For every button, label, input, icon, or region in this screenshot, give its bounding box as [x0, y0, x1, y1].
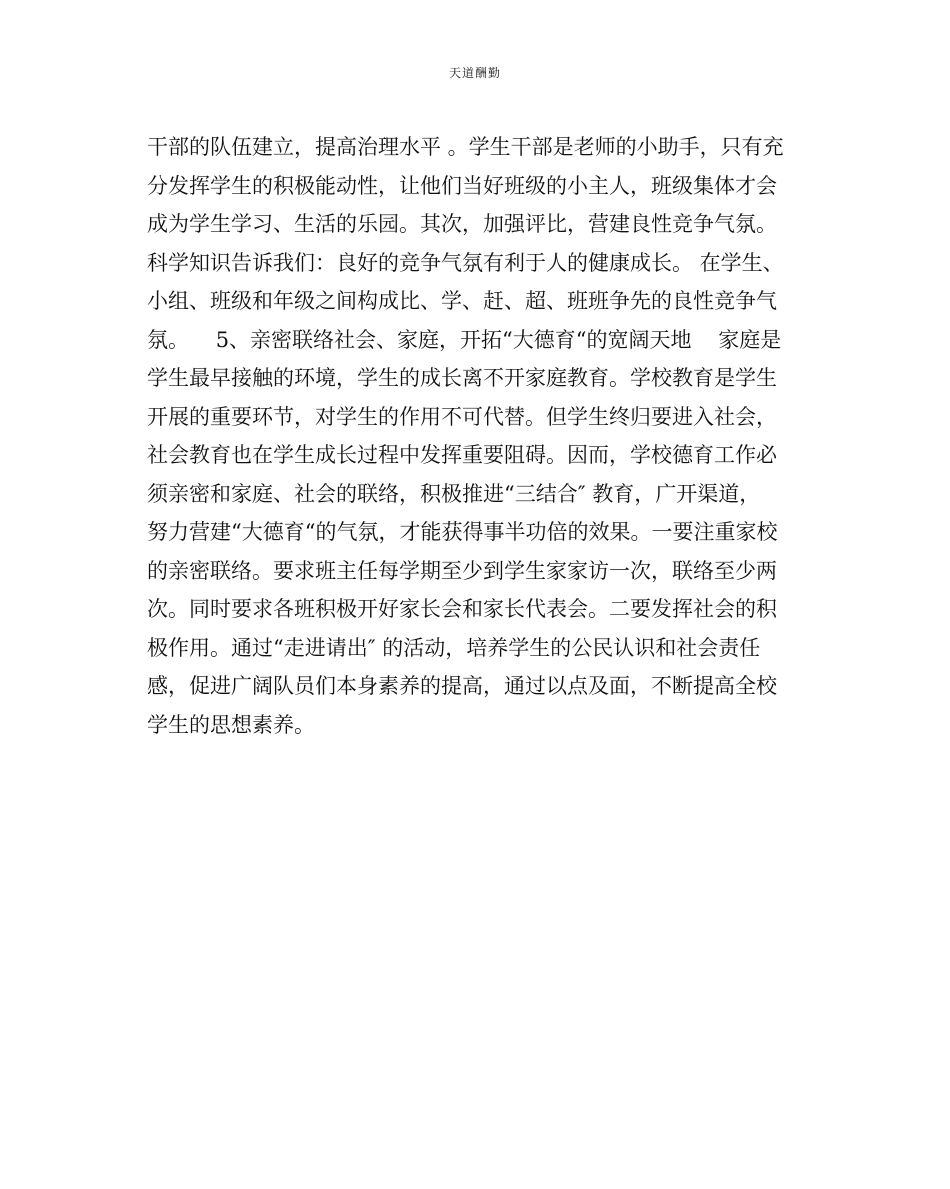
text-line: 氛。 5、亲密联络社会、家庭，开拓“大德育“的宽阔天地 家庭是 — [147, 327, 782, 352]
text-line: 次。同时要求各班积极开好家长会和家长代表会。二要发挥社会的积 — [147, 597, 777, 621]
body-text — [147, 128, 812, 744]
text-line: 学生的思想素养。 — [147, 712, 315, 737]
text-line: 干部的队伍建立，提高治理水平 。学生干部是老师的小助手，只有充 — [147, 135, 784, 159]
text-line: 科学知识告诉我们：良好的竞争气氛有利于人的健康成长。 在学生、 — [147, 250, 784, 275]
text-line: 分发挥学生的积极能动性，让他们当好班级的小主人，班级集体才会 — [147, 173, 777, 198]
text-line: 成为学生学习、生活的乐园。其次，加强评比，营建良性竞争气氛。 — [147, 212, 777, 236]
text-line: 小组、班级和年级之间构成比、学、赶、超、班班争先的良性竞争气 — [147, 289, 777, 313]
text-line: 须亲密和家庭、社会的联络，积极推进“三结合″ 教育，广开渠道， — [147, 481, 761, 506]
text-line: 感，促进广阔队员们本身素养的提高，通过以点及面，不断提高全校 — [147, 674, 777, 698]
text-line: 学生最早接触的环境，学生的成长离不开家庭教育。学校教育是学生 — [147, 366, 777, 390]
text-line: 开展的重要环节，对学生的作用不可代替。但学生终归要进入社会， — [147, 404, 777, 429]
text-line: 极作用。通过“走进请出″ 的活动，培养学生的公民认识和社会责任 — [147, 635, 761, 660]
page-header: 天道酬勤 — [448, 66, 501, 80]
text-line: 努力营建“大德育“的气氛，才能获得事半功倍的效果。一要注重家校 — [147, 520, 778, 544]
text-line: 的亲密联络。要求班主任每学期至少到学生家家访一次，联络至少两 — [147, 558, 777, 583]
text-line: 社会教育也在学生成长过程中发挥重要阻碍。因而，学校德育工作必 — [147, 443, 777, 467]
